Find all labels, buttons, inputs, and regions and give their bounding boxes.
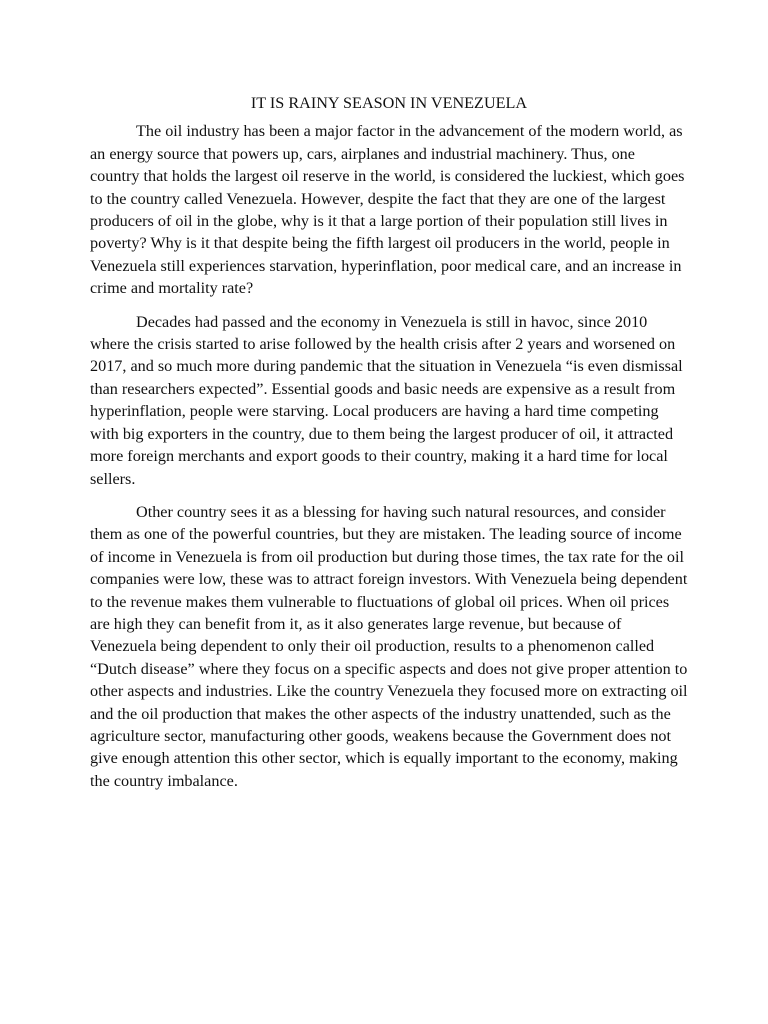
document-title: IT IS RAINY SEASON IN VENEZUELA bbox=[250, 94, 528, 112]
document-body bbox=[90, 92, 688, 803]
paragraph-2: Decades had passed and the economy in Venezuela is still in havoc, since 2010 where the crisis started to arise followed by the health crisis after 2 years and worsened on 2017, and so much more during pandemic that the situation in Venezuela “is even dismissal than researchers expected”. Essential goods and basic needs are expensive as a result from hyperinflation, people were starving. Local producers are having a hard time competing with big exporters in the country, due to them being the largest producer of oil, it attracted more foreign merchants and export goods to their country, making it a hard time for local sellers. bbox=[90, 312, 683, 488]
paragraph-3: Other country sees it as a blessing for having such natural resources, and consider them as one of the powerful countries, but they are mistaken. The leading source of income of income in Venezuela is from oil production but during those times, the tax rate for the oil companies were low, these was to attract foreign investors. With Venezuela being dependent to the revenue makes them vulnerable to fluctuations of global oil prices. When oil prices are high they can benefit from it, as it also generates large revenue, but because of Venezuela being dependent to only their oil production, results to a phenomenon called “Dutch disease” where they focus on a specific aspects and does not give proper attention to other aspects and industries. Like the country Venezuela they focused more on extracting oil and the oil production that makes the other aspects of the industry unattended, such as the agriculture sector, manufacturing other goods, weakens because the Government does not give enough attention this other sector, which is equally important to the economy, making the country imbalance. bbox=[90, 502, 688, 790]
paragraph-1: The oil industry has been a major factor in the advancement of the modern world, as an energy source that powers up, cars, airplanes and industrial machinery. Thus, one country that holds the largest oil reserve in the world, is considered the luckiest, which goes to the country called Venezuela. However, despite the fact that they are one of the largest producers of oil in the globe, why is it that a large portion of their population still lives in poverty? Why is it that despite being the fifth largest oil producers in the world, people in Venezuela still experiences starvation, hyperinflation, poor medical care, and an increase in crime and mortality rate? bbox=[90, 122, 685, 298]
